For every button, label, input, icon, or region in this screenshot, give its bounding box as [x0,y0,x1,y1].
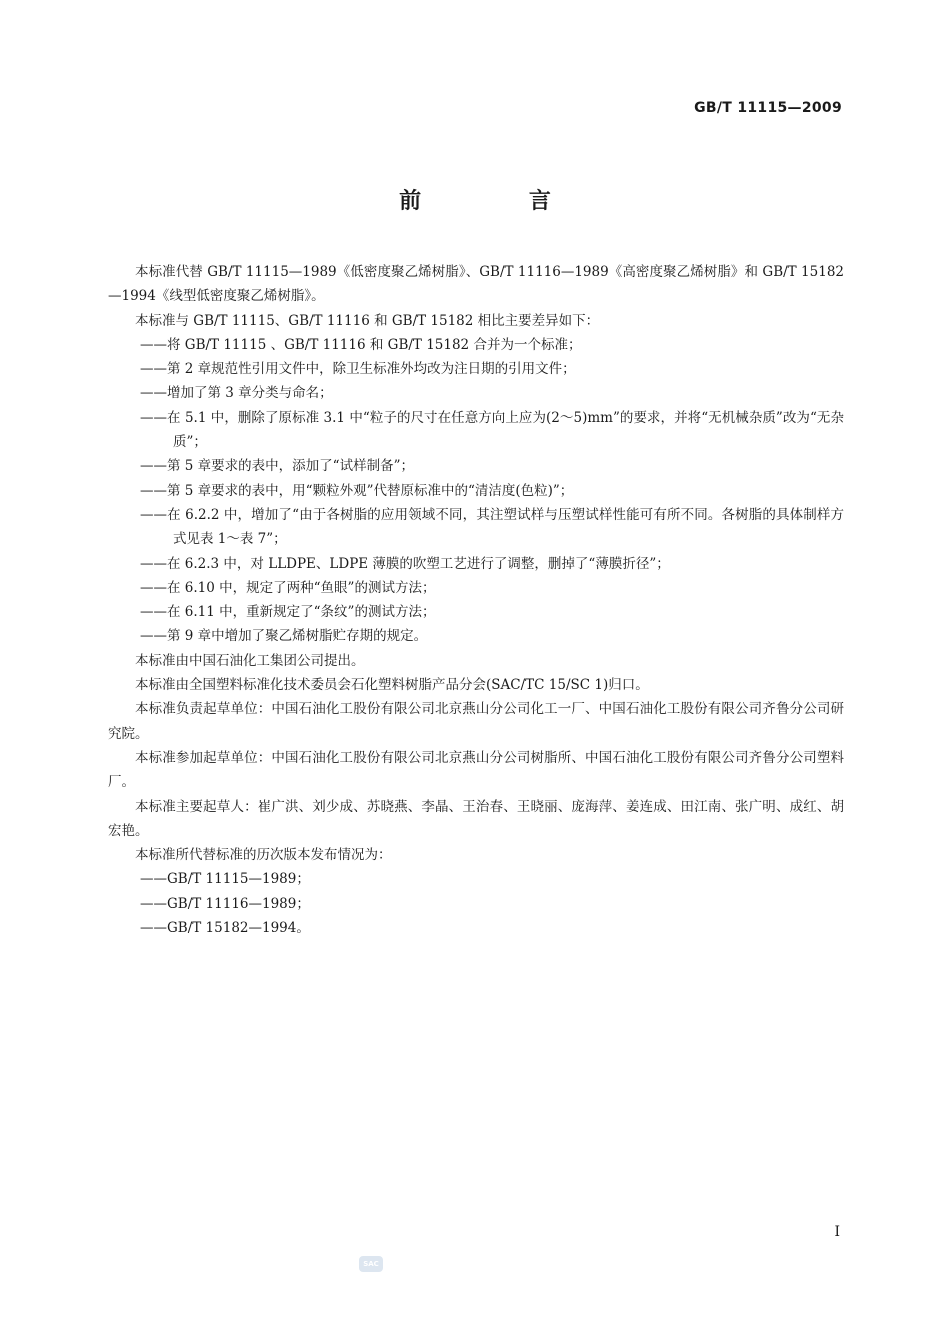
paragraph: 本标准由全国塑料标准化技术委员会石化塑料树脂产品分会(SAC/TC 15/SC 1)归口。 [135,677,649,694]
list-item: ——将 GB/T 11115 、GB/T 11116 和 GB/T 15182 合并为一个标准； [140,336,582,353]
paragraph: 本标准负责起草单位：中国石油化工股份有限公司北京燕山分公司化工一厂、中国石油化工股份有限公司齐鲁分公司研究院。 [108,701,844,742]
standard-number: GB/T 11115—2009 [694,100,842,116]
list-item: ——在 6.10 中，规定了两种“鱼眼”的测试方法； [140,579,436,596]
list-item: ——GB/T 11115—1989； [140,871,310,888]
paragraph: 本标准主要起草人：崔广洪、刘少成、苏晓燕、李晶、王治春、王晓丽、庞海萍、姜连成、田江南、张广明、成红、胡宏艳。 [108,798,844,839]
list-item: ——GB/T 15182—1994。 [140,920,310,937]
sac-logo-icon: SAC [359,1256,383,1272]
list-item: ——在 6.2.2 中，增加了“由于各树脂的应用领域不同，其注塑试样与压塑试样性能可有所不同。各树脂的具体制样方式见表 1～表 7”； [140,506,844,548]
list-item: ——GB/T 11116—1989； [140,895,310,912]
list-item: ——第 5 章要求的表中，用“颗粒外观”代替原标准中的“清洁度(色粒)”； [140,482,574,499]
page-title: 前 言 [399,189,601,214]
list-item: ——第 2 章规范性引用文件中，除卫生标准外均改为注日期的引用文件； [140,361,576,378]
paragraph: 本标准与 GB/T 11115、GB/T 11116 和 GB/T 15182 相比主要差异如下： [135,312,600,329]
list-item: ——在 6.11 中，重新规定了“条纹”的测试方法； [140,604,436,621]
list-item: ——在 6.2.3 中，对 LLDPE、LDPE 薄膜的吹塑工艺进行了调整，删掉了“薄膜折径”； [140,555,670,572]
paragraph: 本标准所代替标准的历次版本发布情况为： [135,847,392,864]
paragraph: 本标准代替 GB/T 11115—1989《低密度聚乙烯树脂》、GB/T 11116—1989《高密度聚乙烯树脂》和 GB/T 15182—1994《线型低密度聚乙烯树脂》。 [108,264,844,305]
list-item: ——增加了第 3 章分类与命名； [140,385,333,402]
paragraph: 本标准参加起草单位：中国石油化工股份有限公司北京燕山分公司树脂所、中国石油化工股份有限公司齐鲁分公司塑料厂。 [108,749,844,791]
document-body [108,260,844,940]
page-number: I [834,1224,840,1240]
list-item: ——第 5 章要求的表中，添加了“试样制备”； [140,458,414,475]
list-item: ——在 5.1 中，删除了原标准 3.1 中“粒子的尺寸在任意方向上应为(2～5)mm”的要求，并将“无机械杂质”改为“无杂质”； [140,409,844,451]
list-item: ——第 9 章中增加了聚乙烯树脂贮存期的规定。 [140,628,428,645]
paragraph: 本标准由中国石油化工集团公司提出。 [135,652,365,669]
